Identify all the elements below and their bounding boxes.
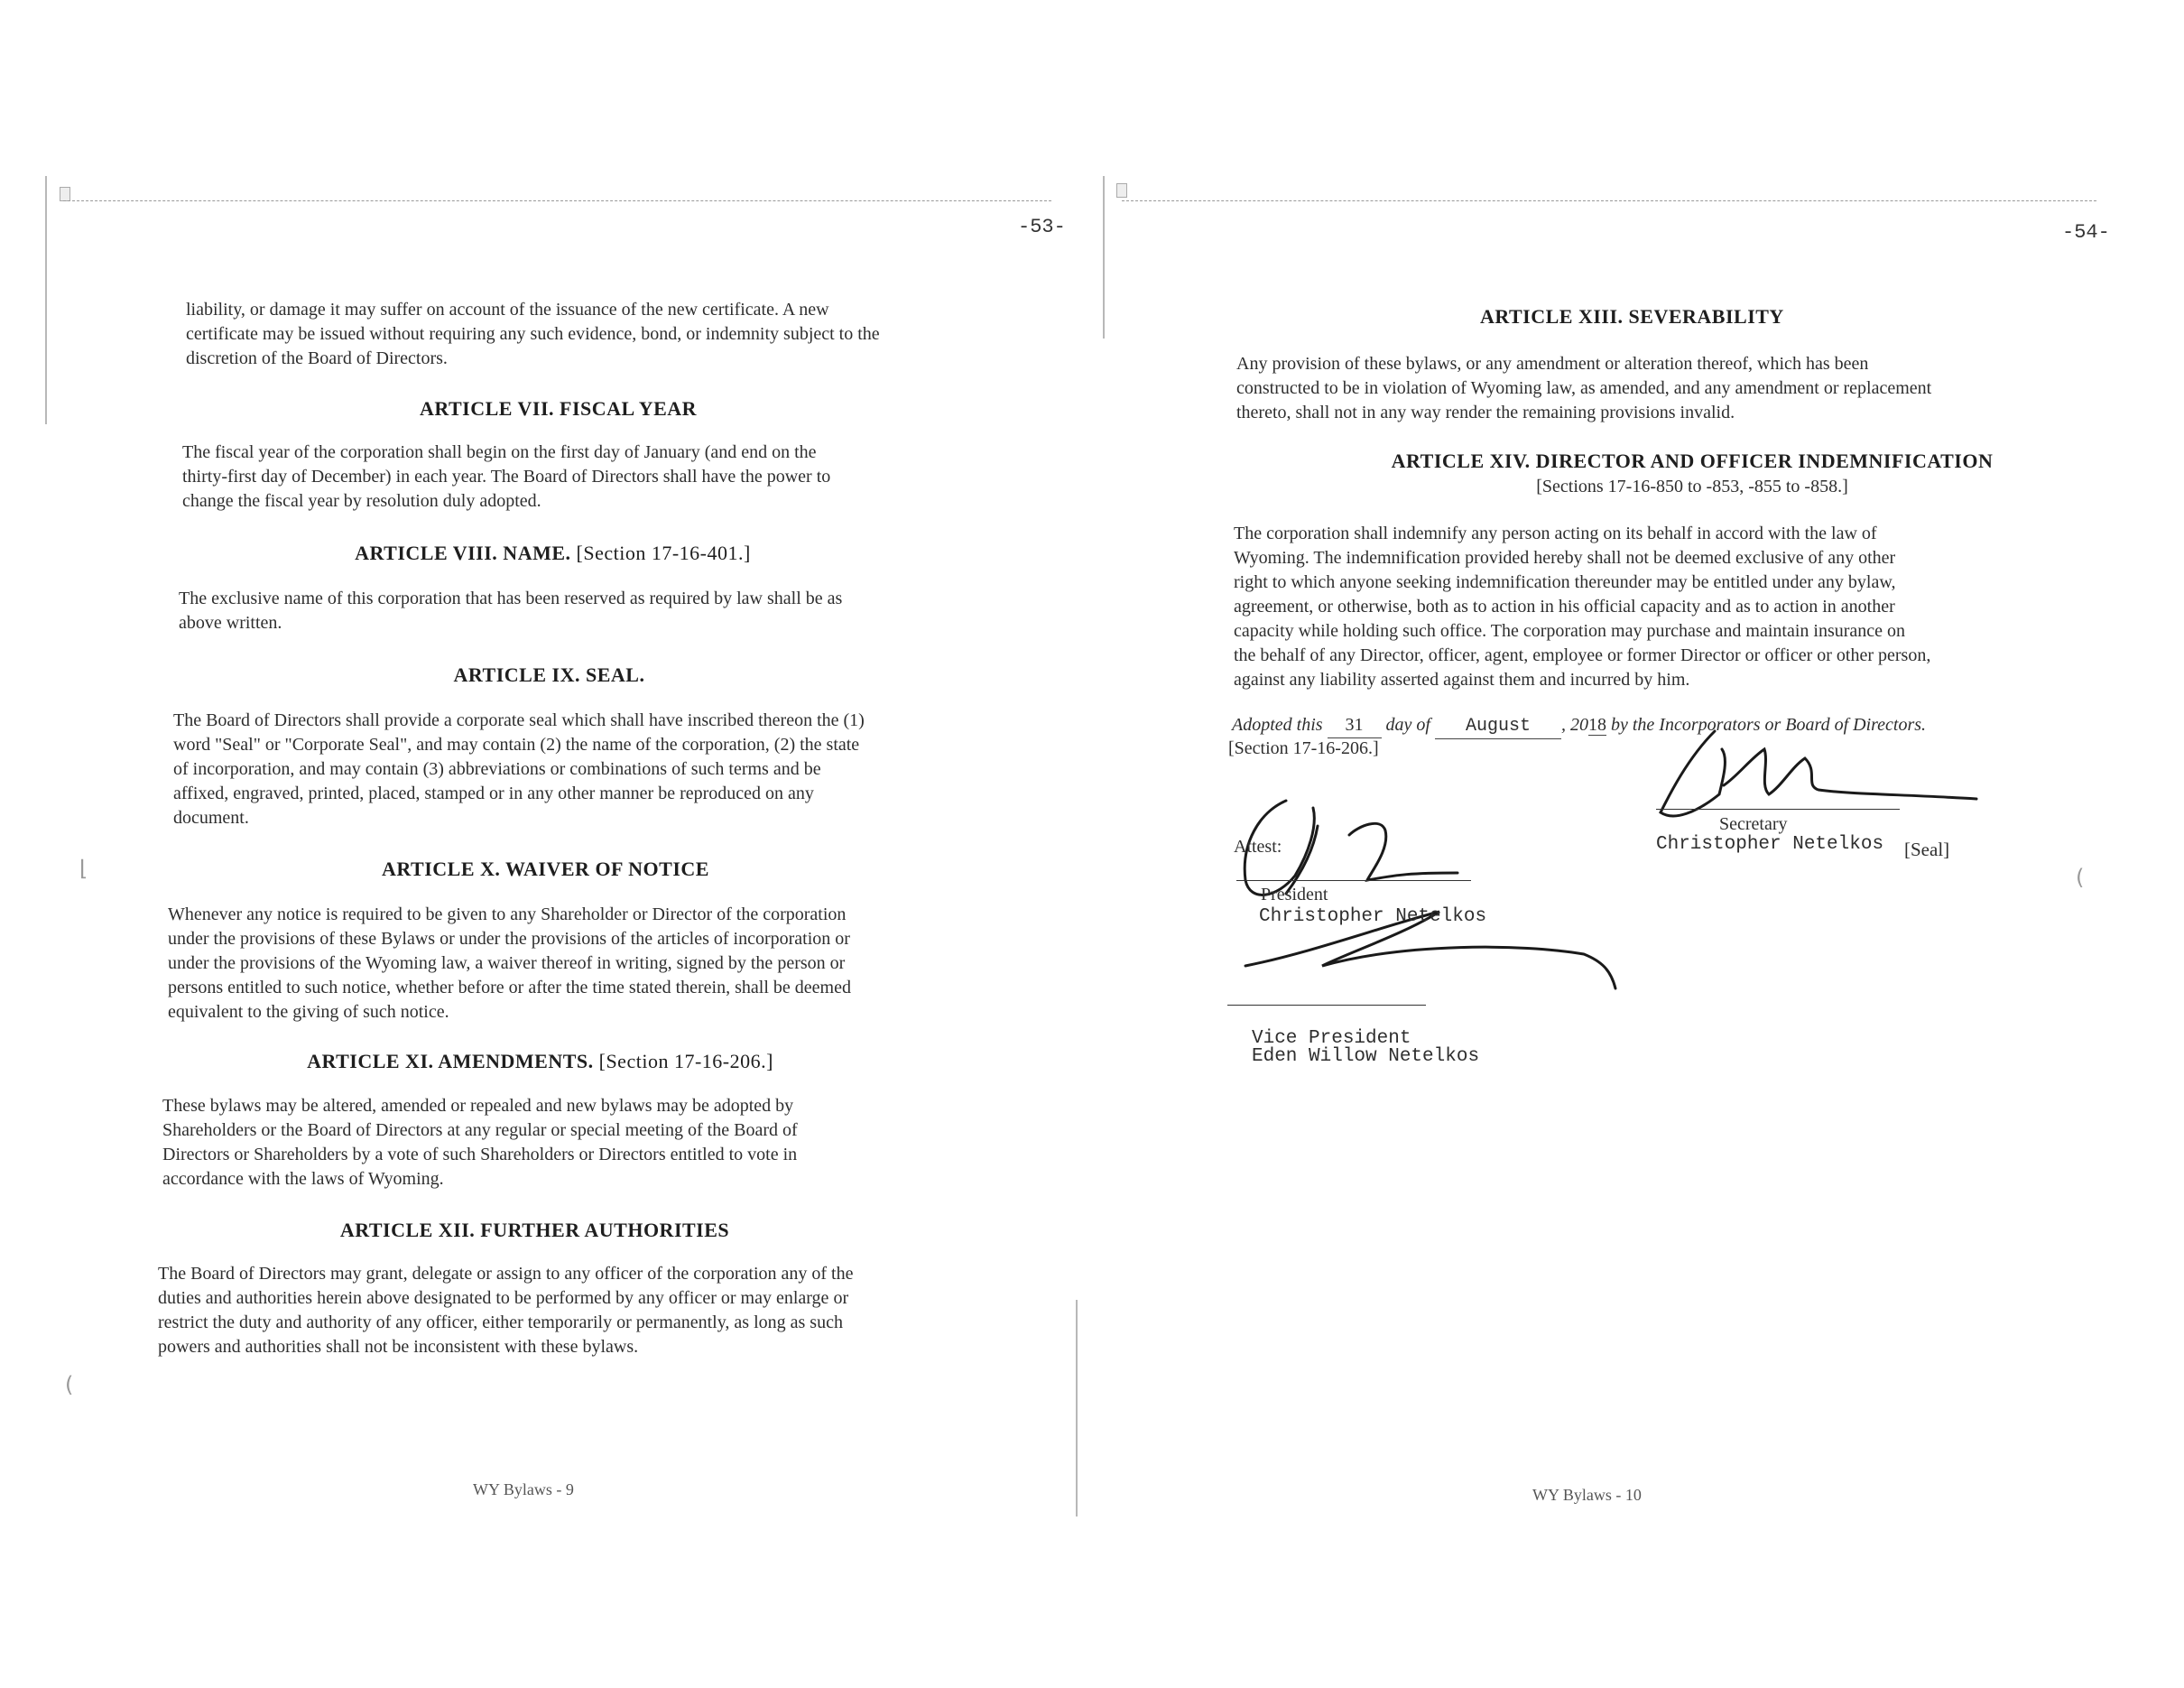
article-8-reference: [Section 17-16-401.] (576, 542, 751, 564)
text-line: powers and authorities shall not be inconsistent with these bylaws. (158, 1337, 639, 1357)
scan-edge-line (45, 176, 47, 424)
text-line: The Board of Directors may grant, delegate or assign to any officer of the corporation any of the (158, 1264, 854, 1284)
article-13-heading: ARTICLE XIII. SEVERABILITY (1480, 305, 1784, 328)
text-line: duties and authorities herein above designated to be performed by any officer or may enlarge or (158, 1288, 849, 1308)
scan-mark (60, 187, 70, 201)
adoption-prefix: Adopted this (1232, 715, 1323, 735)
text-line: The Board of Directors shall provide a corporate seal which shall have inscribed thereon the (1) (173, 710, 865, 730)
text-line: discretion of the Board of Directors. (186, 348, 448, 368)
article-11-title: ARTICLE XI. AMENDMENTS. (307, 1050, 594, 1072)
article-14-subheading: [Sections 17-16-850 to -853, -855 to -858.] (1536, 477, 1848, 496)
article-12-body (158, 1262, 853, 1359)
text-line: liability, or damage it may suffer on account of the issuance of the new certificate. A new (186, 300, 829, 320)
text-line: change the fiscal year by resolution duly adopted. (182, 491, 541, 511)
attest-label: Attest: (1234, 837, 1282, 857)
text-line: above written. (179, 613, 282, 633)
text-line: affixed, engraved, printed, placed, stamped or in any other manner be reproduced on any (173, 784, 814, 803)
adoption-month: August (1435, 714, 1561, 739)
text-line: Any provision of these bylaws, or any amendment or alteration thereof, which has been (1236, 354, 1869, 374)
page-gutter-line (1076, 1300, 1078, 1516)
article-11-heading (168, 1050, 912, 1073)
article-9-heading: ARTICLE IX. SEAL. (453, 663, 645, 686)
article-7-body (182, 441, 830, 514)
adoption-year-prefix: , 20 (1560, 715, 1588, 735)
text-line: persons entitled to such notice, whether before or after the time stated therein, shall be deemed (168, 978, 851, 997)
text-line: the behalf of any Director, officer, agent, employee or former Director or officer or other person, (1234, 645, 1931, 665)
text-line: The fiscal year of the corporation shall begin on the first day of January (and end on the (182, 442, 817, 462)
adoption-day-of: day of (1385, 715, 1430, 735)
vice-president-title: Vice President (1252, 1028, 1411, 1049)
text-line: right to which anyone seeking indemnification thereunder may be entitled under any bylaw, (1234, 572, 1896, 592)
article-14-body (1234, 522, 1930, 692)
page-footer: WY Bylaws - 9 (473, 1480, 574, 1498)
article-14-heading: ARTICLE XIV. DIRECTOR AND OFFICER INDEMNIFICATION (1391, 450, 1994, 472)
scan-edge-line (1103, 176, 1105, 339)
adoption-section: [Section 17-16-206.] (1228, 738, 1379, 758)
article-7-heading: ARTICLE VII. FISCAL YEAR (419, 397, 698, 420)
scan-mark (1116, 183, 1127, 198)
text-line: document. (173, 808, 249, 828)
continuation-paragraph (186, 298, 880, 371)
text-line: The exclusive name of this corporation that has been reserved as required by law shall be as (179, 589, 843, 608)
page-number: -53- (1018, 216, 1066, 238)
text-line: against any liability asserted against them and incurred by him. (1234, 670, 1690, 690)
text-line: Directors or Shareholders by a vote of such Shareholders or Directors entitled to vote in (162, 1145, 798, 1164)
article-11-body (162, 1094, 798, 1192)
header-rule (1122, 200, 2096, 201)
article-8-heading (180, 542, 925, 565)
adoption-year-suffix: 18 (1587, 715, 1606, 735)
text-line: capacity while holding such office. The corporation may purchase and maintain insurance on (1234, 621, 1906, 641)
president-signature-line (1236, 880, 1471, 881)
text-line: of incorporation, and may contain (3) abbreviations or combinations of such terms and be (173, 759, 821, 779)
scan-speck: ⌊ (79, 856, 88, 881)
text-line: restrict the duty and authority of any officer, either temporarily or permanently, as long as such (158, 1312, 843, 1332)
text-line: constructed to be in violation of Wyoming law, as amended, and any amendment or replacement (1236, 378, 1932, 398)
page-number: -54- (2062, 221, 2110, 244)
article-13-body (1236, 352, 1931, 425)
right-page (1078, 0, 2184, 1688)
text-line: Wyoming. The indemnification provided hereby shall not be deemed exclusive of any other (1234, 548, 1896, 568)
president-name: Christopher Netelkos (1259, 906, 1487, 927)
text-line: agreement, or otherwise, both as to action in his official capacity and as to action in another (1234, 597, 1895, 617)
article-10-body (168, 903, 851, 1025)
vice-president-signature-line (1227, 1005, 1426, 1006)
article-11-reference: [Section 17-16-206.] (598, 1050, 773, 1072)
left-page (0, 0, 1078, 1688)
text-line: These bylaws may be altered, amended or repealed and new bylaws may be adopted by (162, 1096, 794, 1116)
seal-label: [Seal] (1904, 839, 1950, 860)
article-9-body (173, 709, 865, 830)
adoption-suffix: by the Incorporators or Board of Directors. (1610, 715, 1927, 735)
text-line: thirty-first day of December) in each year. The Board of Directors shall have the power to (182, 467, 831, 487)
article-12-heading: ARTICLE XII. FURTHER AUTHORITIES (339, 1219, 730, 1241)
president-title: President (1261, 885, 1328, 904)
secretary-name: Christopher Netelkos (1656, 834, 1884, 855)
vice-president-name: Eden Willow Netelkos (1252, 1046, 1480, 1067)
text-line: accordance with the laws of Wyoming. (162, 1169, 444, 1189)
text-line: Whenever any notice is required to be given to any Shareholder or Director of the corporation (168, 904, 847, 924)
text-line: under the provisions of the Wyoming law, a waiver thereof in writing, signed by the person or (168, 953, 846, 973)
page-footer: WY Bylaws - 10 (1532, 1486, 1642, 1504)
text-line: word "Seal" or "Corporate Seal", and may contain (2) the name of the corporation, (2) the state (173, 735, 860, 755)
scan-speck: ( (2076, 865, 2085, 890)
scan-speck: ( (65, 1372, 74, 1397)
text-line: thereto, shall not in any way render the remaining provisions invalid. (1236, 403, 1735, 422)
header-rule (63, 200, 1051, 201)
article-10-heading: ARTICLE X. WAIVER OF NOTICE (382, 858, 709, 880)
secretary-title: Secretary (1719, 814, 1788, 834)
text-line: certificate may be issued without requiring any such evidence, bond, or indemnity subject to the (186, 324, 880, 344)
adoption-day: 31 (1328, 713, 1382, 738)
text-line: under the provisions of these Bylaws or under the provisions of the articles of incorporation or (168, 929, 850, 949)
article-8-title: ARTICLE VIII. NAME. (355, 542, 571, 564)
text-line: Shareholders or the Board of Directors at any regular or special meeting of the Board of (162, 1120, 798, 1140)
article-8-body (179, 587, 842, 635)
text-line: equivalent to the giving of such notice. (168, 1002, 449, 1022)
text-line: The corporation shall indemnify any person acting on its behalf in accord with the law of (1234, 524, 1877, 543)
